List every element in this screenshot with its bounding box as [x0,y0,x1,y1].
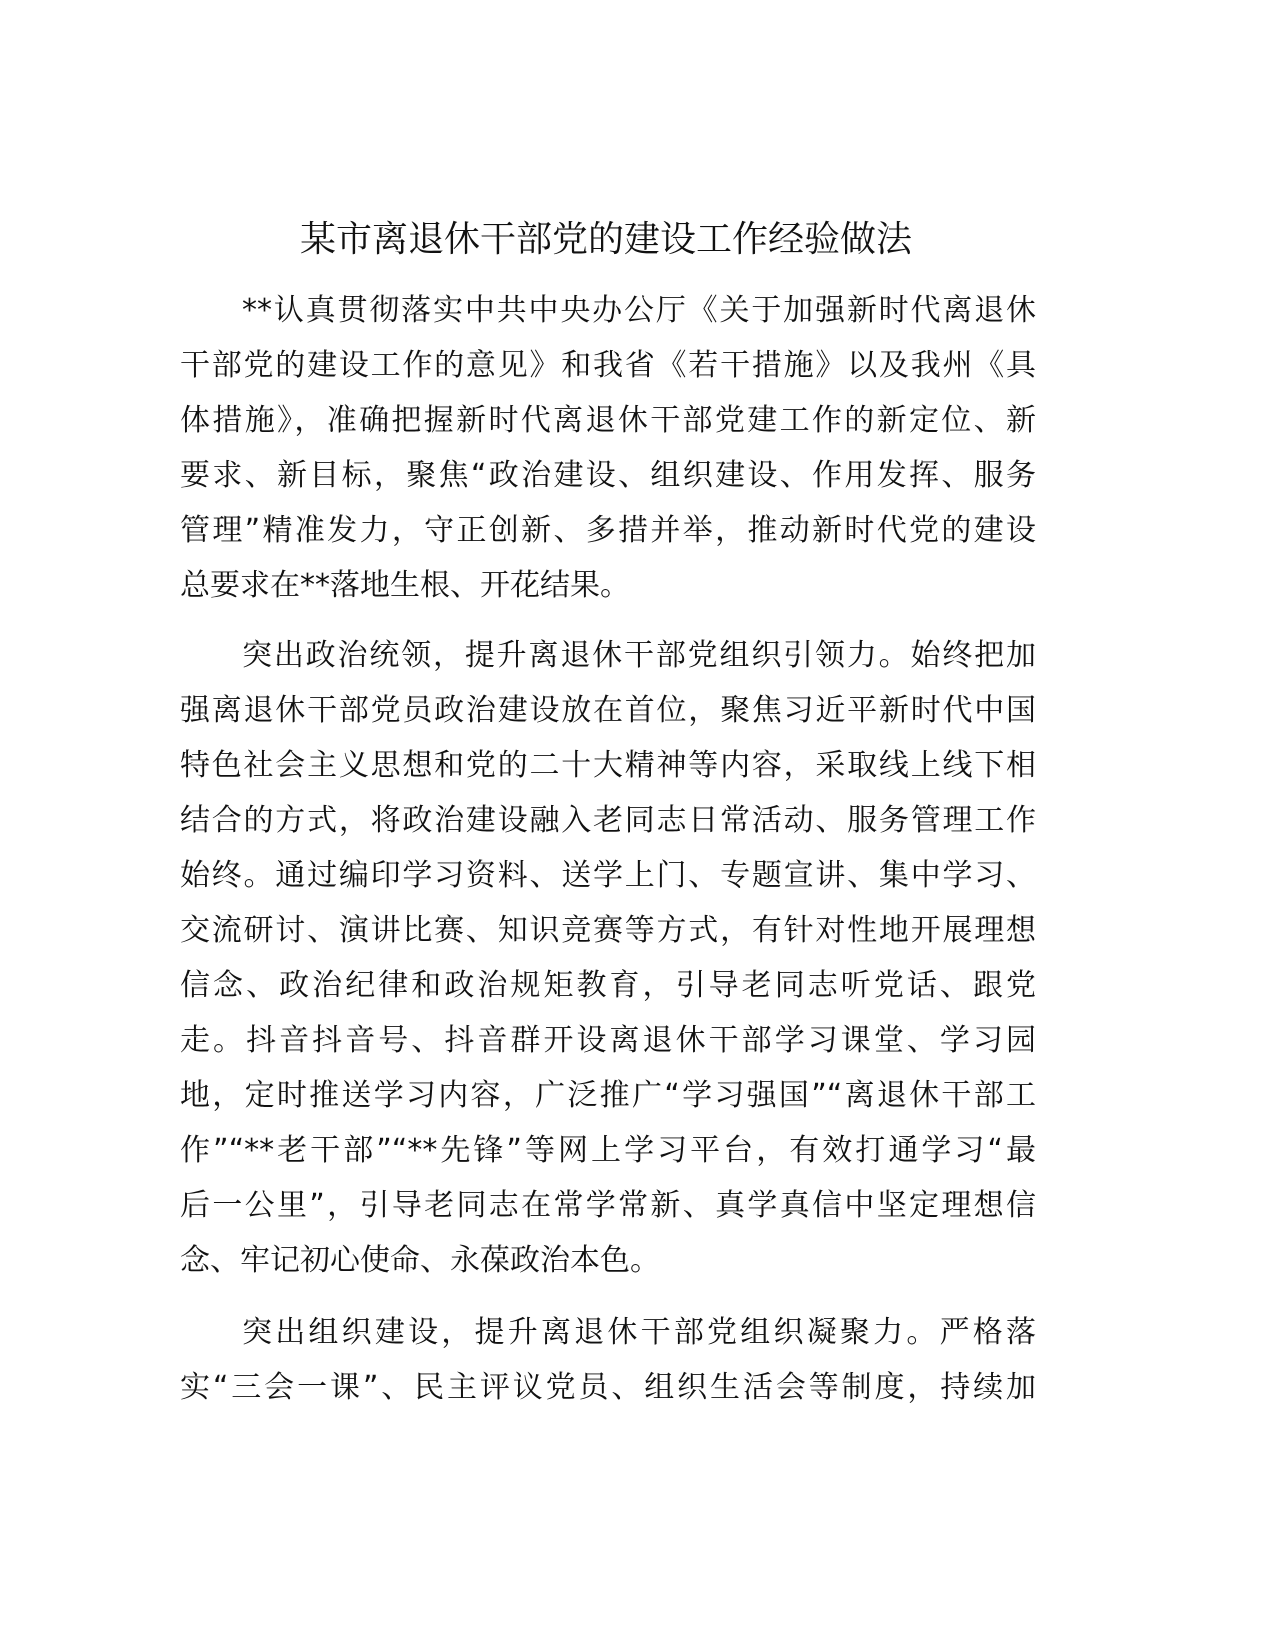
text-line: 总要求在**落地生根、开花结果。 [180,568,630,603]
text-line: 突出政治统领，提升离退休干部党组织引领力。始终把加 [242,638,1036,673]
text-line: 突出组织建设，提升离退休干部党组织凝聚力。严格落 [242,1315,1036,1350]
text-line: 后一公里”，引导老同志在常学常新、真学真信中坚定理想信 [180,1188,1036,1223]
paragraph-intro [180,283,1036,613]
paragraph-organization-building [180,1305,1036,1415]
text-line: **认真贯彻落实中共中央办公厅《关于加强新时代离退休 [242,293,1036,328]
text-line: 体措施》，准确把握新时代离退休干部党建工作的新定位、新 [180,403,1036,438]
text-line: 特色社会主义思想和党的二十大精神等内容，采取线上线下相 [180,748,1036,783]
text-line: 信念、政治纪律和政治规矩教育，引导老同志听党话、跟党 [180,968,1036,1003]
text-line: 结合的方式，将政治建设融入老同志日常活动、服务管理工作 [180,803,1036,838]
text-line: 实“三会一课”、民主评议党员、组织生活会等制度，持续加 [180,1370,1036,1405]
text-line: 干部党的建设工作的意见》和我省《若干措施》以及我州《具 [180,348,1036,383]
text-line: 作”“**老干部”“**先锋”等网上学习平台，有效打通学习“最 [180,1133,1036,1168]
text-line: 念、牢记初心使命、永葆政治本色。 [180,1243,660,1278]
text-line: 要求、新目标，聚焦“政治建设、组织建设、作用发挥、服务 [180,458,1036,493]
text-line: 管理”精准发力，守正创新、多措并举，推动新时代党的建设 [180,513,1036,548]
text-line: 始终。通过编印学习资料、送学上门、专题宣讲、集中学习、 [180,858,1036,893]
text-line: 交流研讨、演讲比赛、知识竞赛等方式，有针对性地开展理想 [180,913,1036,948]
document-title: 某市离退休干部党的建设工作经验做法 [299,219,912,260]
text-line: 走。抖音抖音号、抖音群开设离退休干部学习课堂、学习园 [180,1023,1036,1058]
text-line: 地，定时推送学习内容，广泛推广“学习强国”“离退休干部工 [180,1078,1036,1113]
paragraph-political-leadership [180,628,1036,1288]
text-line: 强离退休干部党员政治建设放在首位，聚焦习近平新时代中国 [180,693,1036,728]
